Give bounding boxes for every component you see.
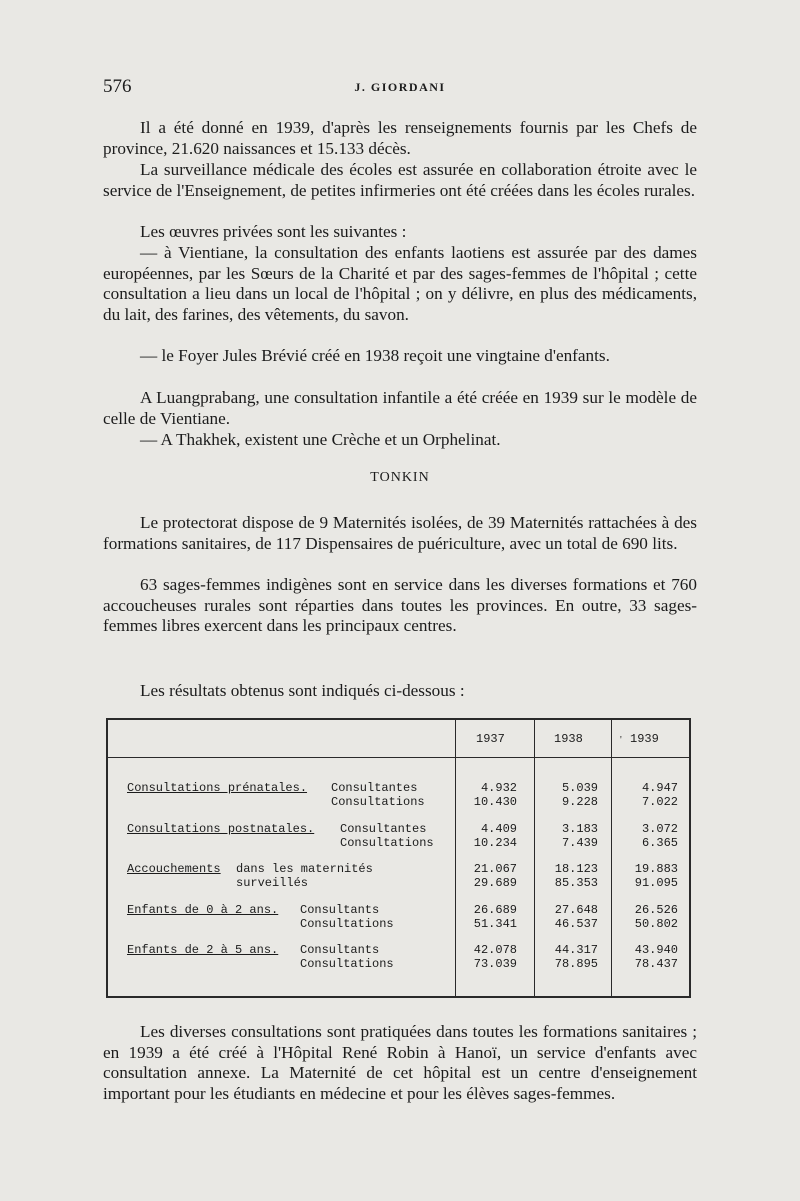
cell-value: 21.067 — [473, 862, 517, 876]
cell-value: 50.802 — [634, 917, 678, 931]
row-sub-consultations: Consultations — [331, 795, 425, 809]
year-header-1938: 1938 — [554, 732, 583, 746]
row-label-accouchements: Accouchements — [127, 862, 221, 876]
cell-value: 7.022 — [641, 795, 678, 809]
paragraph-school-medical: La surveillance médicale des écoles est assurée en collaboration étroite avec le service de l'Enseignement, de petites infirmeries ont été créées dans les écoles rurales. — [103, 160, 697, 200]
cell-value: 91.095 — [634, 876, 678, 890]
row-sub-surveilles: surveillés — [236, 876, 309, 890]
cell-value: 7.439 — [561, 836, 598, 850]
cell-value: 29.689 — [473, 876, 517, 890]
row-label-enfants-2-5: Enfants de 2 à 5 ans. — [127, 943, 279, 957]
year-header-1937: 1937 — [476, 732, 505, 746]
cell-value: 51.341 — [473, 917, 517, 931]
paragraph-protectorat: Le protectorat dispose de 9 Maternités isolées, de 39 Maternités rattachées à des formations sanitaires, de 117 Dispensaires de puériculture, avec un total de 690 lits. — [103, 513, 697, 553]
paragraph-foyer: — le Foyer Jules Brévié créé en 1938 reçoit une vingtaine d'enfants. — [140, 346, 610, 365]
cell-value: 10.234 — [473, 836, 517, 850]
cell-value: 10.430 — [473, 795, 517, 809]
paragraph-vientiane: — à Vientiane, la consultation des enfants laotiens est assurée par des dames européennes, par les Sœurs de la Charité et par des sages-femmes de l'hôpital ; cette consultation a lieu dans un local de l'hôpital ; on y délivre, en plus des médicaments, du lait, des farines, des vêtements, du savon. — [103, 243, 697, 324]
row-sub-consultations: Consultations — [300, 917, 394, 931]
row-label-enfants-0-2: Enfants de 0 à 2 ans. — [127, 903, 279, 917]
row-sub-consultations: Consultations — [340, 836, 434, 850]
cell-value: 46.537 — [554, 917, 598, 931]
cell-value: 44.317 — [554, 943, 598, 957]
row-sub-consultantes: Consultantes — [340, 822, 427, 836]
year-header-1939: 1939 — [630, 732, 659, 746]
cell-value: 3.072 — [641, 822, 678, 836]
page-number: 576 — [103, 76, 132, 97]
cell-value: 3.183 — [561, 822, 598, 836]
paragraph-results-intro: Les résultats obtenus sont indiqués ci-dessous : — [140, 681, 465, 700]
cell-value: 4.932 — [480, 781, 517, 795]
cell-value: 6.365 — [641, 836, 678, 850]
row-label-postnatal: Consultations postnatales. — [127, 822, 315, 836]
section-title: TONKIN — [370, 470, 430, 485]
cell-value: 85.353 — [554, 876, 598, 890]
cell-value: 73.039 — [473, 957, 517, 971]
cell-value: 26.689 — [473, 903, 517, 917]
cell-value: 5.039 — [561, 781, 598, 795]
cell-value: 18.123 — [554, 862, 598, 876]
cell-value: 42.078 — [473, 943, 517, 957]
row-label-accouchements-rest: dans les maternités — [236, 862, 373, 876]
paragraph-thakhek: — A Thakhek, existent une Crèche et un Orphelinat. — [140, 430, 501, 449]
row-sub-consultants: Consultants — [300, 903, 380, 917]
tick-mark: ' — [620, 735, 622, 746]
row-label-prenatal: Consultations prénatales. — [127, 781, 308, 795]
cell-value: 78.895 — [554, 957, 598, 971]
cell-value: 19.883 — [634, 862, 678, 876]
cell-value: 78.437 — [634, 957, 678, 971]
row-sub-consultants: Consultants — [300, 943, 380, 957]
paragraph-sages-femmes: 63 sages-femmes indigènes sont en service dans les diverses formations et 760 accoucheuses rurales sont réparties dans toutes les provinces. En outre, 33 sages-femmes libres exercent dans les principaux centres. — [103, 575, 697, 636]
cell-value: 4.409 — [480, 822, 517, 836]
cell-value: 27.648 — [554, 903, 598, 917]
paragraph-private-works: Les œuvres privées sont les suivantes : — [140, 222, 407, 241]
row-sub-consultations: Consultations — [300, 957, 394, 971]
paragraph-births: Il a été donné en 1939, d'après les renseignements fournis par les Chefs de province, 21.620 naissances et 15.133 décès. — [103, 118, 697, 158]
paragraph-luangprabang: A Luangprabang, une consultation infantile a été créée en 1939 sur le modèle de celle de Vientiane. — [103, 388, 697, 428]
cell-value: 43.940 — [634, 943, 678, 957]
paragraph-consultations-hanoi: Les diverses consultations sont pratiquées dans toutes les formations sanitaires ; en 1939 a été créé à l'Hôpital René Robin à Hanoï, un service d'enfants avec consultation annexe. La Maternité de cet hôpital est un centre d'enseignement important pour les étudiants en médecine et pour les élèves sages-femmes. — [103, 1022, 697, 1103]
row-sub-consultantes: Consultantes — [331, 781, 418, 795]
cell-value: 26.526 — [634, 903, 678, 917]
cell-value: 4.947 — [641, 781, 678, 795]
running-head: J. GIORDANI — [354, 80, 446, 94]
cell-value: 9.228 — [561, 795, 598, 809]
